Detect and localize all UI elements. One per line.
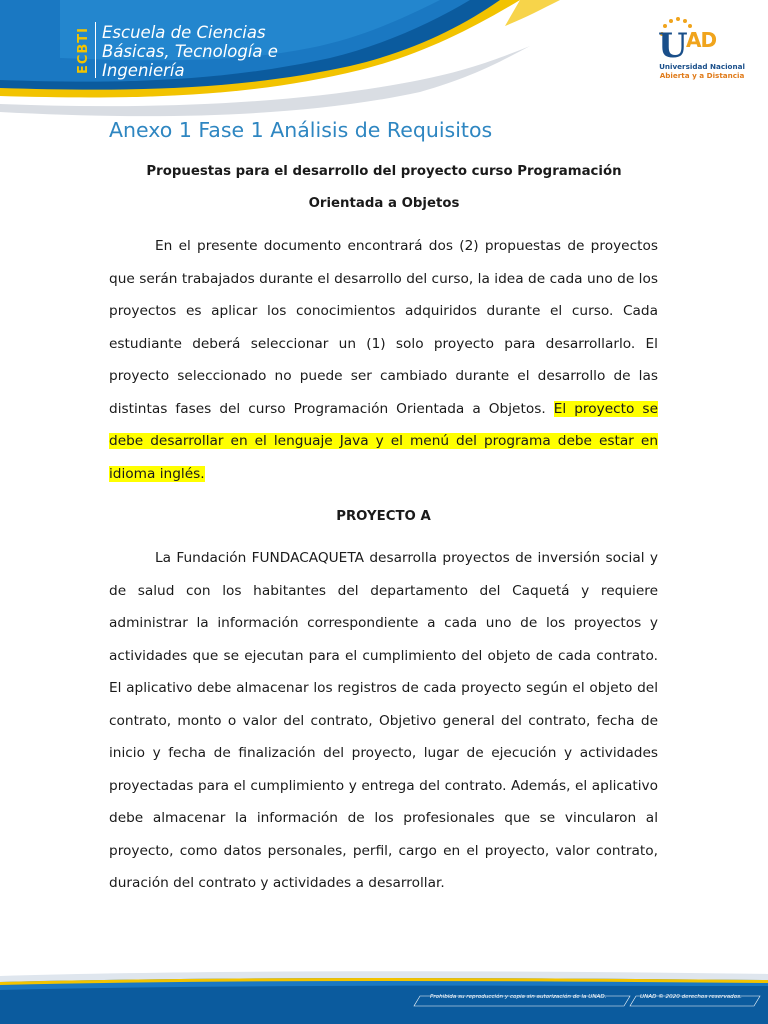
highlighted-requirement: El proyecto se debe desarrollar en el lenguaje Java y el menú del programa debe estar en idioma inglés. xyxy=(109,400,658,482)
ecbti-tag xyxy=(74,22,92,80)
header-divider xyxy=(95,22,96,78)
intro-paragraph xyxy=(109,230,658,490)
logo-line-1: Universidad Nacional xyxy=(659,62,745,71)
school-line: Escuela de Ciencias xyxy=(102,23,266,42)
school-line: Básicas, Tecnología e xyxy=(102,42,278,61)
intro-text: En el presente documento encontrará dos (2) propuestas de proyectos que serán trabajados durante el desarrollo del curso, la idea de cada uno de los proyectos es aplicar los conocimientos adquiridos durante el curso. Cada estudiante deberá seleccionar un (1) solo proyecto para desarrollarlo. El proyecto seleccionado no puede ser cambiado durante el desarrollo de las distintas fases del curso Programación Orientada a Objetos. xyxy=(109,238,658,417)
logo-letters-ad: AD xyxy=(686,28,717,52)
footer-rights: UNAD © 2020 derechos reservados. xyxy=(640,994,742,1000)
school-name xyxy=(102,23,278,80)
document-title: Anexo 1 Fase 1 Análisis de Requisitos xyxy=(109,118,493,142)
logo-letter-u: U xyxy=(658,26,688,66)
project-a-heading: PROYECTO A xyxy=(336,509,431,524)
footer-copyright-notice: Prohibida su reproducción y copia sin autorización de la UNAD. xyxy=(430,994,607,1000)
unad-logo xyxy=(656,16,748,80)
ecbti-tag-text: ECBTI xyxy=(75,27,91,75)
project-a-paragraph: La Fundación FUNDACAQUETA desarrolla proyectos de inversión social y de salud con los habitantes del departamento del Caquetá y requiere administrar la información correspondiente a cada uno de los proyectos y actividades que se ejecutan para el cumplimiento del objeto de cada contrato. El aplicativo debe almacenar los registros de cada proyecto según el objeto del contrato, monto o valor del contrato, Objetivo general del contrato, fecha de inicio y fecha de finalización del proyecto, lugar de ejecución y actividades proyectadas para el cumplimiento y entrega del contrato. Además, el aplicativo debe almacenar la información de los profesionales que se vincularon al proyecto, como datos personales, perfil, cargo en el proyecto, valor contrato, duración del contrato y actividades a desarrollar. xyxy=(109,550,658,891)
logo-line-2: Abierta y a Distancia xyxy=(659,71,745,80)
school-line: Ingeniería xyxy=(102,61,185,80)
document-subtitle: Propuestas para el desarrollo del proyecto curso Programación Orientada a Objetos xyxy=(146,164,622,211)
